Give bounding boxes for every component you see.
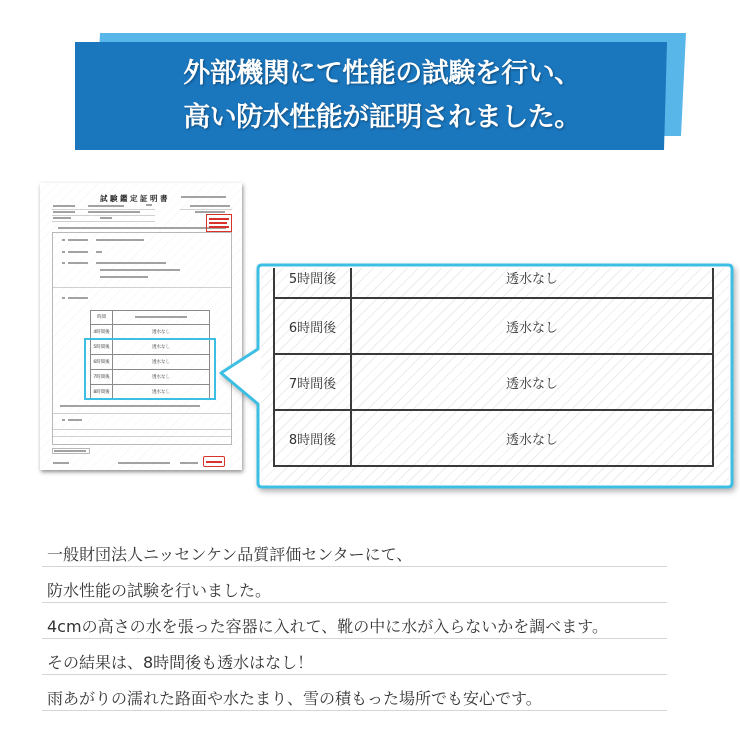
table-row (274, 298, 713, 354)
zoom-table-time: 8時間後 (274, 410, 351, 466)
headline-line-1: 外部機関にて性能の試験を行い、 (183, 58, 581, 89)
doc-table-result: 透水なし (113, 355, 210, 370)
description-line: 防水性能の試験を行いました。 (42, 567, 667, 603)
doc-table-time: 4時間後 (91, 325, 113, 340)
certificate-title: 試験鑑定証明書 (100, 194, 170, 203)
table-row (274, 410, 713, 466)
table-row (274, 354, 713, 410)
doc-table-result: 透水なし (113, 340, 210, 355)
zoom-table-time: 5時間後 (274, 268, 351, 298)
zoom-table-result: 透水なし (351, 298, 713, 354)
doc-table-time: 5時間後 (91, 340, 113, 355)
description-line: その結果は、8時間後も透水はなし！ (42, 639, 667, 675)
table-row (274, 268, 713, 298)
description-list (42, 531, 667, 711)
doc-table-header-time: 時間 (91, 311, 113, 325)
doc-table-result: 透水なし (113, 385, 210, 400)
headline-line-2: 高い防水性能が証明されました。 (183, 102, 581, 133)
doc-table-result: 透水なし (113, 370, 210, 385)
doc-table-time: 8時間後 (91, 385, 113, 400)
zoom-table-time: 7時間後 (274, 354, 351, 410)
zoom-table-time: 6時間後 (274, 298, 351, 354)
description-line: 4cmの高さの水を張った容器に入れて、靴の中に水が入らないかを調べます。 (42, 603, 667, 639)
doc-table-time: 6時間後 (91, 355, 113, 370)
zoom-table-result: 透水なし (351, 410, 713, 466)
zoom-table-result: 透水なし (351, 268, 713, 298)
doc-table-time: 7時間後 (91, 370, 113, 385)
zoomed-result-table (273, 268, 714, 467)
doc-table-result: 透水なし (113, 325, 210, 340)
zoom-table-result: 透水なし (351, 354, 713, 410)
description-line: 雨あがりの濡れた路面や水たまり、雪の積もった場所でも安心です。 (42, 675, 667, 711)
zoom-callout (261, 268, 729, 484)
description-line: 一般財団法人ニッセンケン品質評価センターにて、 (42, 531, 667, 567)
